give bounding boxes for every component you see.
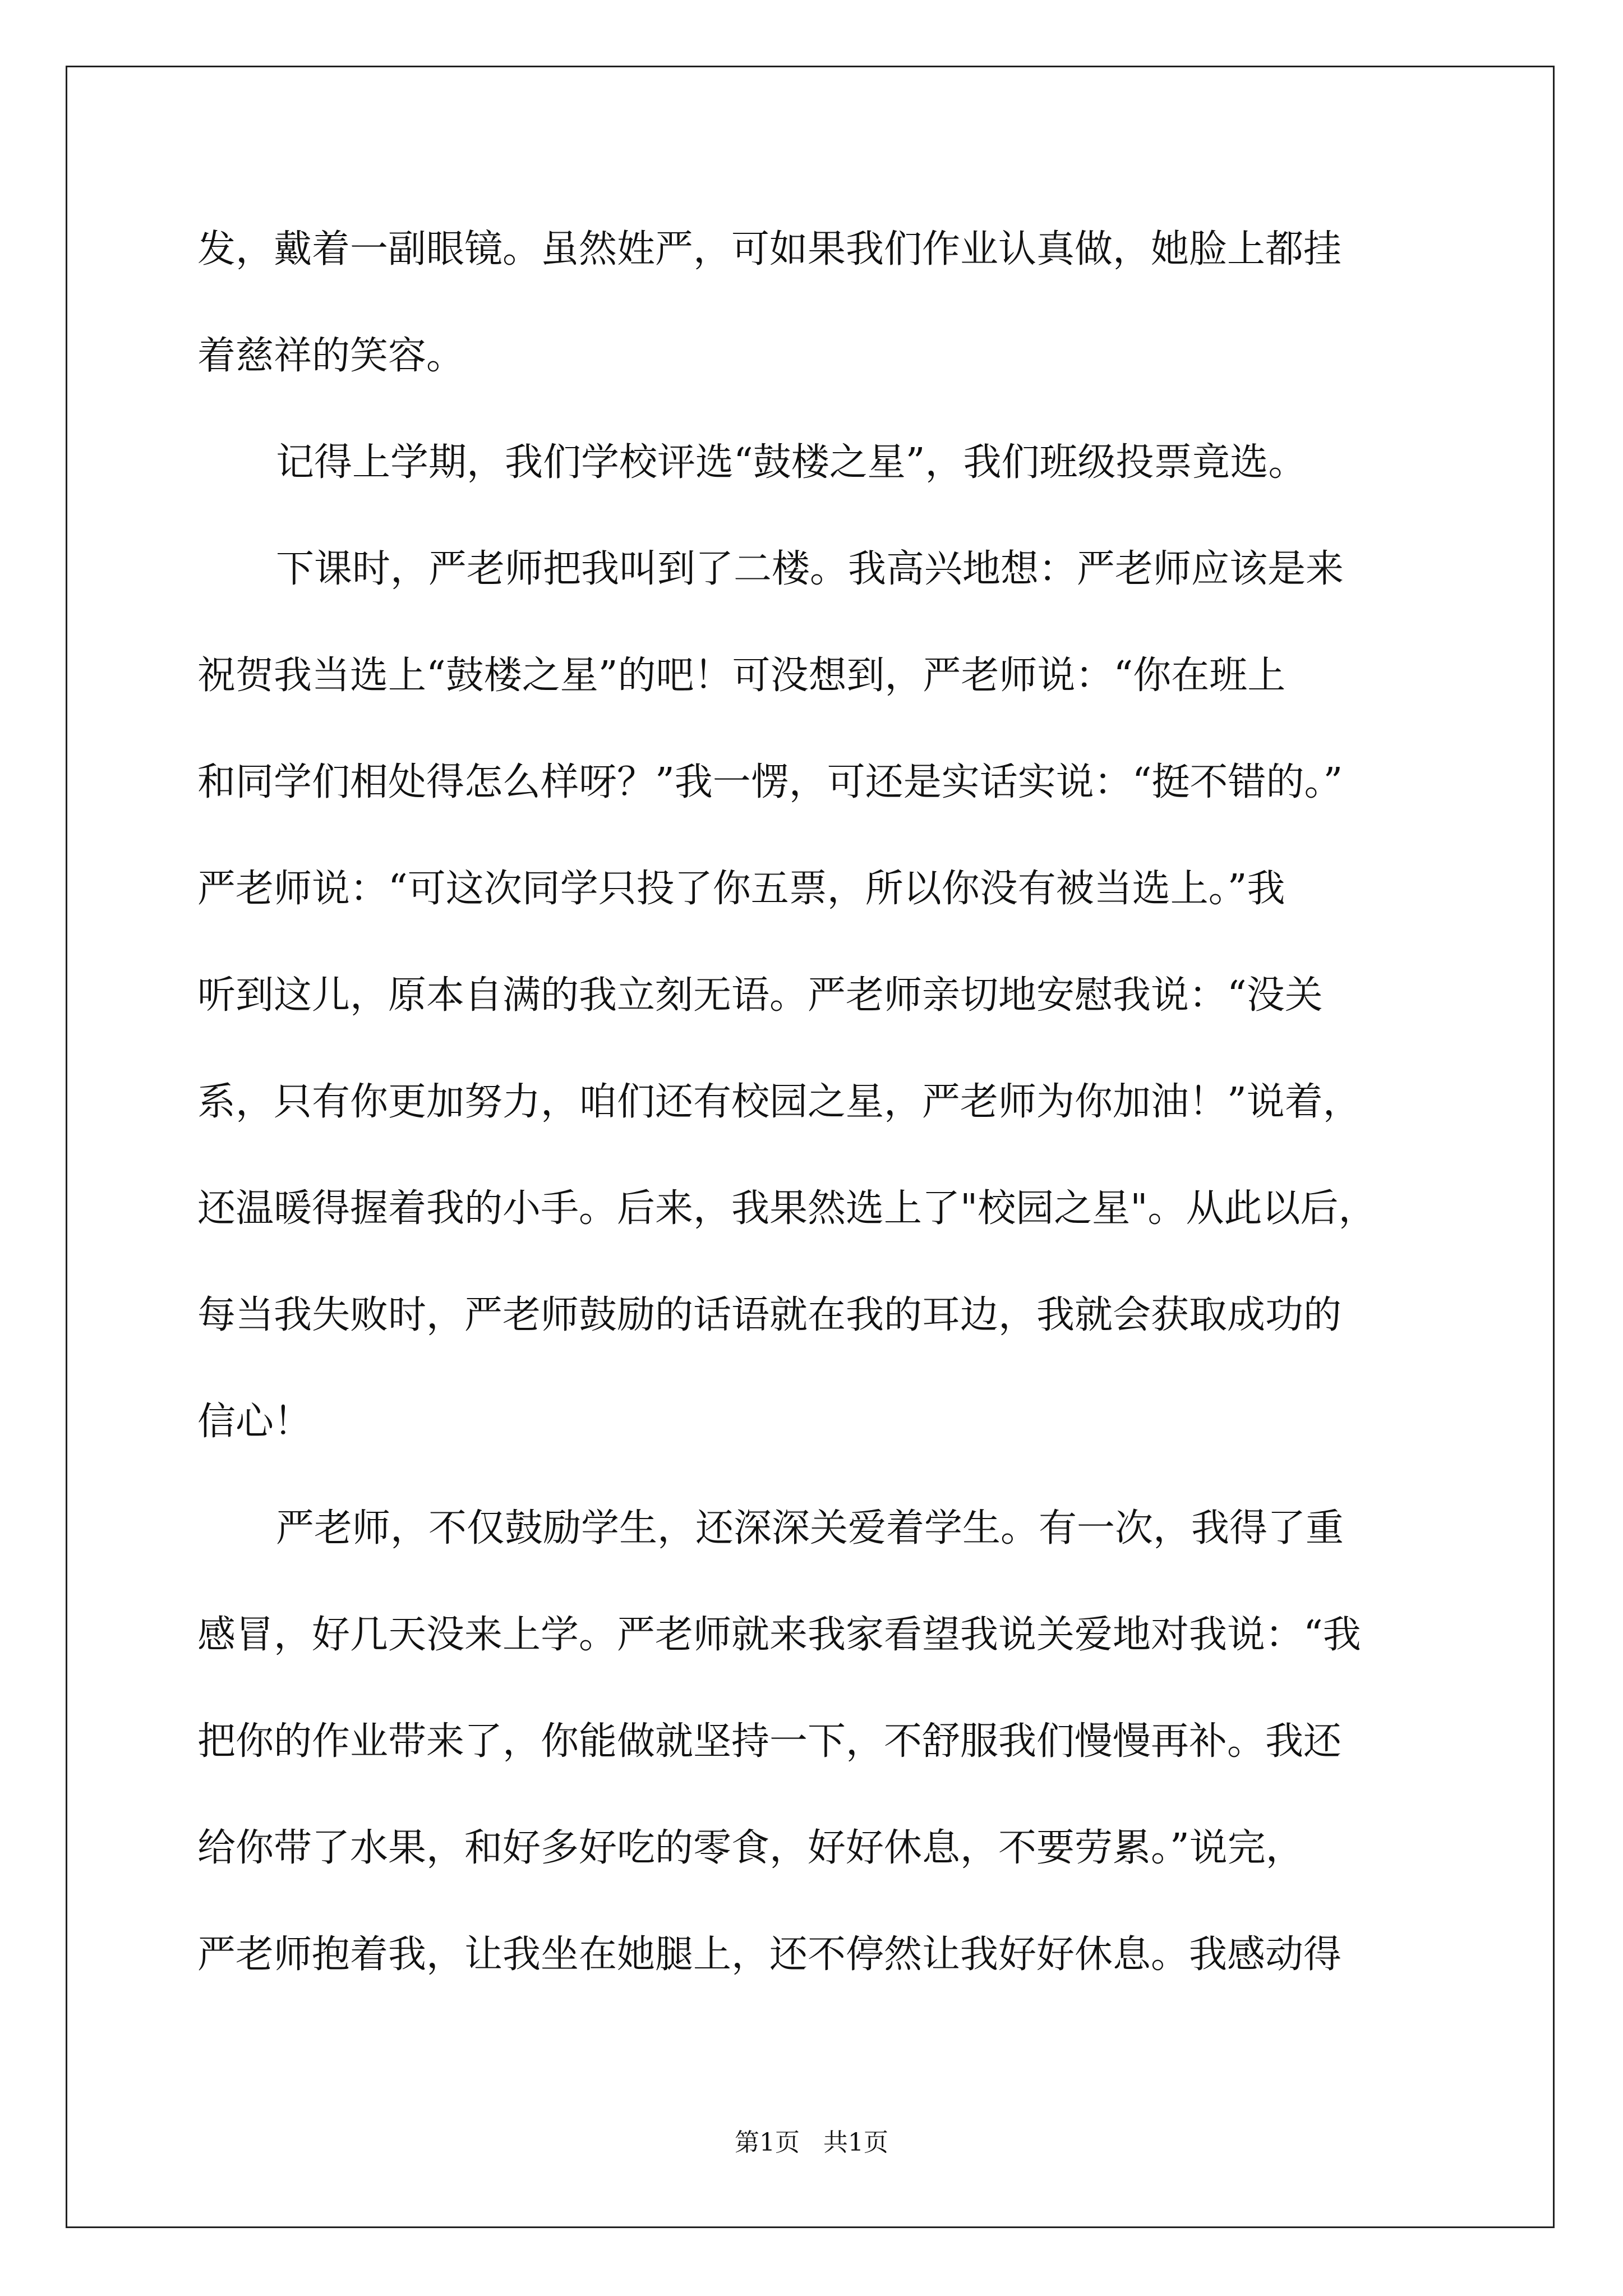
text-line: 给你带了水果，和好多好吃的零食，好好休息，不要劳累。”说完，	[197, 1826, 1304, 1870]
text-line: 和同学们相处得怎么样呀？”我一愣，可还是实话实说：“挺不错的。”	[197, 760, 1343, 804]
text-line: 听到这儿，原本自满的我立刻无语。严老师亲切地安慰我说：“没关	[197, 973, 1323, 1018]
text-line: 每当我失败时，严老师鼓励的话语就在我的耳边，我就会获取成功的	[197, 1293, 1342, 1337]
text-line: 下课时，严老师把我叫到了二楼。我高兴地想：严老师应该是来	[276, 547, 1344, 591]
document-body	[197, 196, 1431, 2008]
text-line: 信心！	[197, 1400, 312, 1444]
text-line: 记得上学期，我们学校评选“鼓楼之星”，我们班级投票竟选。	[276, 440, 1307, 485]
text-line: 严老师抱着我，让我坐在她腿上，还不停然让我好好休息。我感动得	[197, 1932, 1342, 1977]
page-footer: 第1页 共1页	[735, 2128, 888, 2157]
text-line: 把你的作业带来了，你能做就坚持一下，不舒服我们慢慢再补。我还	[197, 1719, 1342, 1764]
text-line: 着慈祥的笑容。	[197, 334, 465, 378]
text-line: 严老师，不仅鼓励学生，还深深关爱着学生。有一次，我得了重	[276, 1506, 1344, 1550]
text-line: 感冒，好几天没来上学。严老师就来我家看望我说关爱地对我说：“我	[197, 1613, 1361, 1657]
text-line: 系，只有你更加努力，咱们还有校园之星，严老师为你加油！”说着，	[197, 1080, 1361, 1124]
text-line: 祝贺我当选上“鼓楼之星”的吧！可没想到，严老师说：“你在班上	[197, 654, 1286, 698]
text-line: 发，戴着一副眼镜。虽然姓严，可如果我们作业认真做，她脸上都挂	[197, 227, 1342, 272]
text-line: 还温暖得握着我的小手。后来，我果然选上了"校园之星"。从此以后，	[197, 1186, 1377, 1231]
text-line: 严老师说：“可这次同学只投了你五票，所以你没有被当选上。”我	[197, 867, 1285, 911]
